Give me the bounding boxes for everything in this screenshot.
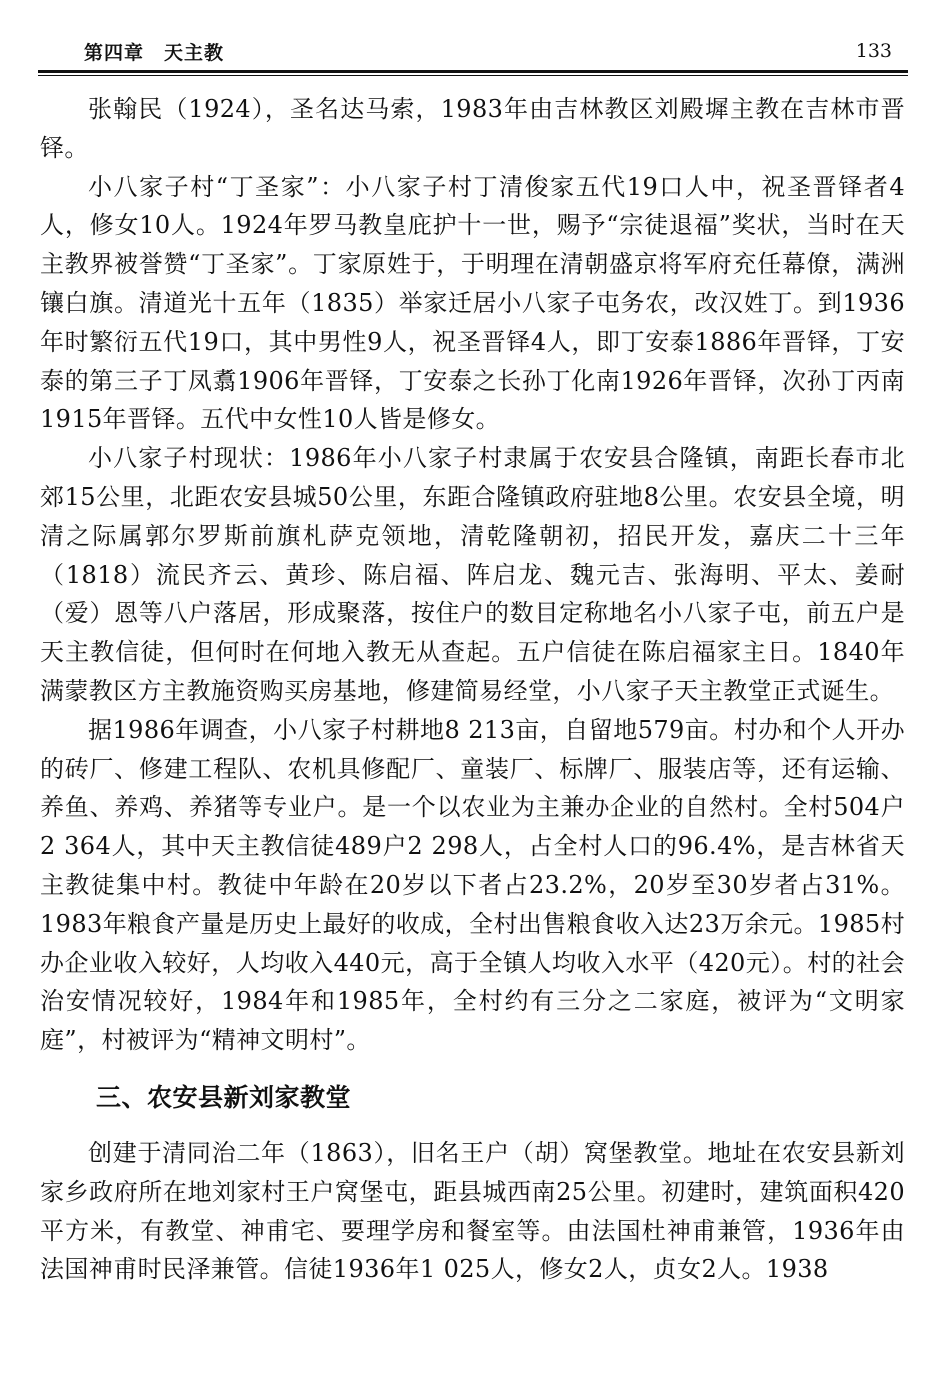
paragraph-1986-survey: 据1986年调查，小八家子村耕地8 213亩，自留地579亩。村办和个人开办的砖厂、修建工程队、农机具修配厂、童装厂、标牌厂、服装店等，还有运输、养鱼、养鸡、养猪等专业户。是一个以农业为主兼办企业的自然村。全村504户2 364人，其中天主教信徒489户2 298人，占全村人口的96.4%，是吉林省天主教徒集中村。教徒中年龄在20岁以下者占23.2%，20岁至30岁者占31%。1983年粮食产量是历史上最好的收成，全村出售粮食收入达23万余元。1985村办企业收入较好，人均收入440元，高于全镇人均收入水平（420元）。村的社会治安情况较好，1984年和1985年，全村约有三分之二家庭，被评为“文明家庭”，村被评为“精神文明村”。 <box>40 715 905 1055</box>
paragraph-village-status: 小八家子村现状：1986年小八家子村隶属于农安县合隆镇，南距长春市北郊15公里，北距农安县城50公里，东距合隆镇政府驻地8公里。农安县全境，明清之际属郭尔罗斯前旗札萨克领地，清乾隆朝初，招民开发，嘉庆二十三年（1818）流民齐云、黄珍、陈启福、阵启龙、魏元吉、张海明、平太、姜耐（爱）恩等八户落居，形成聚落，按住户的数目定称地名小八家子屯，前五户是天主教信徒，但何时在何地入教无从查起。五户信徒在陈启福家主日。1840年满蒙教区方主教施资购买房基地，修建简易经堂，小八家子天主教堂正式诞生。 <box>40 444 905 705</box>
section-heading: 三、农安县新刘家教堂 <box>96 1082 352 1112</box>
chapter-title: 第四章 天主教 <box>84 42 225 64</box>
header-rule-thin <box>38 75 908 76</box>
paragraph-ding-holy-family: 小八家子村“丁圣家”：小八家子村丁清俊家五代19口人中，祝圣晋铎者4人，修女10人。1924年罗马教皇庇护十一世，赐予“宗徒退福”奖状，当时在天主教界被誉赞“丁圣家”。丁家原姓于，于明理在清朝盛京将军府充任幕僚，满洲镶白旗。清道光十五年（1835）举家迁居小八家子屯务农，改汉姓丁。到1936年时繁衍五代19口，其中男性9人，祝圣晋铎4人，即丁安泰1886年晋铎，丁安泰的第三子丁凤翥1906年晋铎，丁安泰之长孙丁化南1926年晋铎，次孙丁丙南1915年晋铎。五代中女性10人皆是修女。 <box>40 172 905 434</box>
page-number: 133 <box>855 40 892 62</box>
body-text <box>40 90 905 1289</box>
paragraph-xinliujia-church: 创建于清同治二年（1863），旧名王户（胡）窝堡教堂。地址在农安县新刘家乡政府所在地刘家村王户窝堡屯，距县城西南25公里。初建时，建筑面积420平方米，有教堂、神甫宅、要理学房和餐室等。由法国杜神甫兼管，1936年由法国神甫时民泽兼管。信徒1936年1 025人，修女2人，贞女2人。1938 <box>40 1138 905 1284</box>
paragraph-zhang-hanmin: 张翰民（1924），圣名达马索，1983年由吉林教区刘殿墀主教在吉林市晋铎。 <box>40 95 905 162</box>
header-rule-thick <box>38 70 908 73</box>
running-header <box>40 38 910 68</box>
